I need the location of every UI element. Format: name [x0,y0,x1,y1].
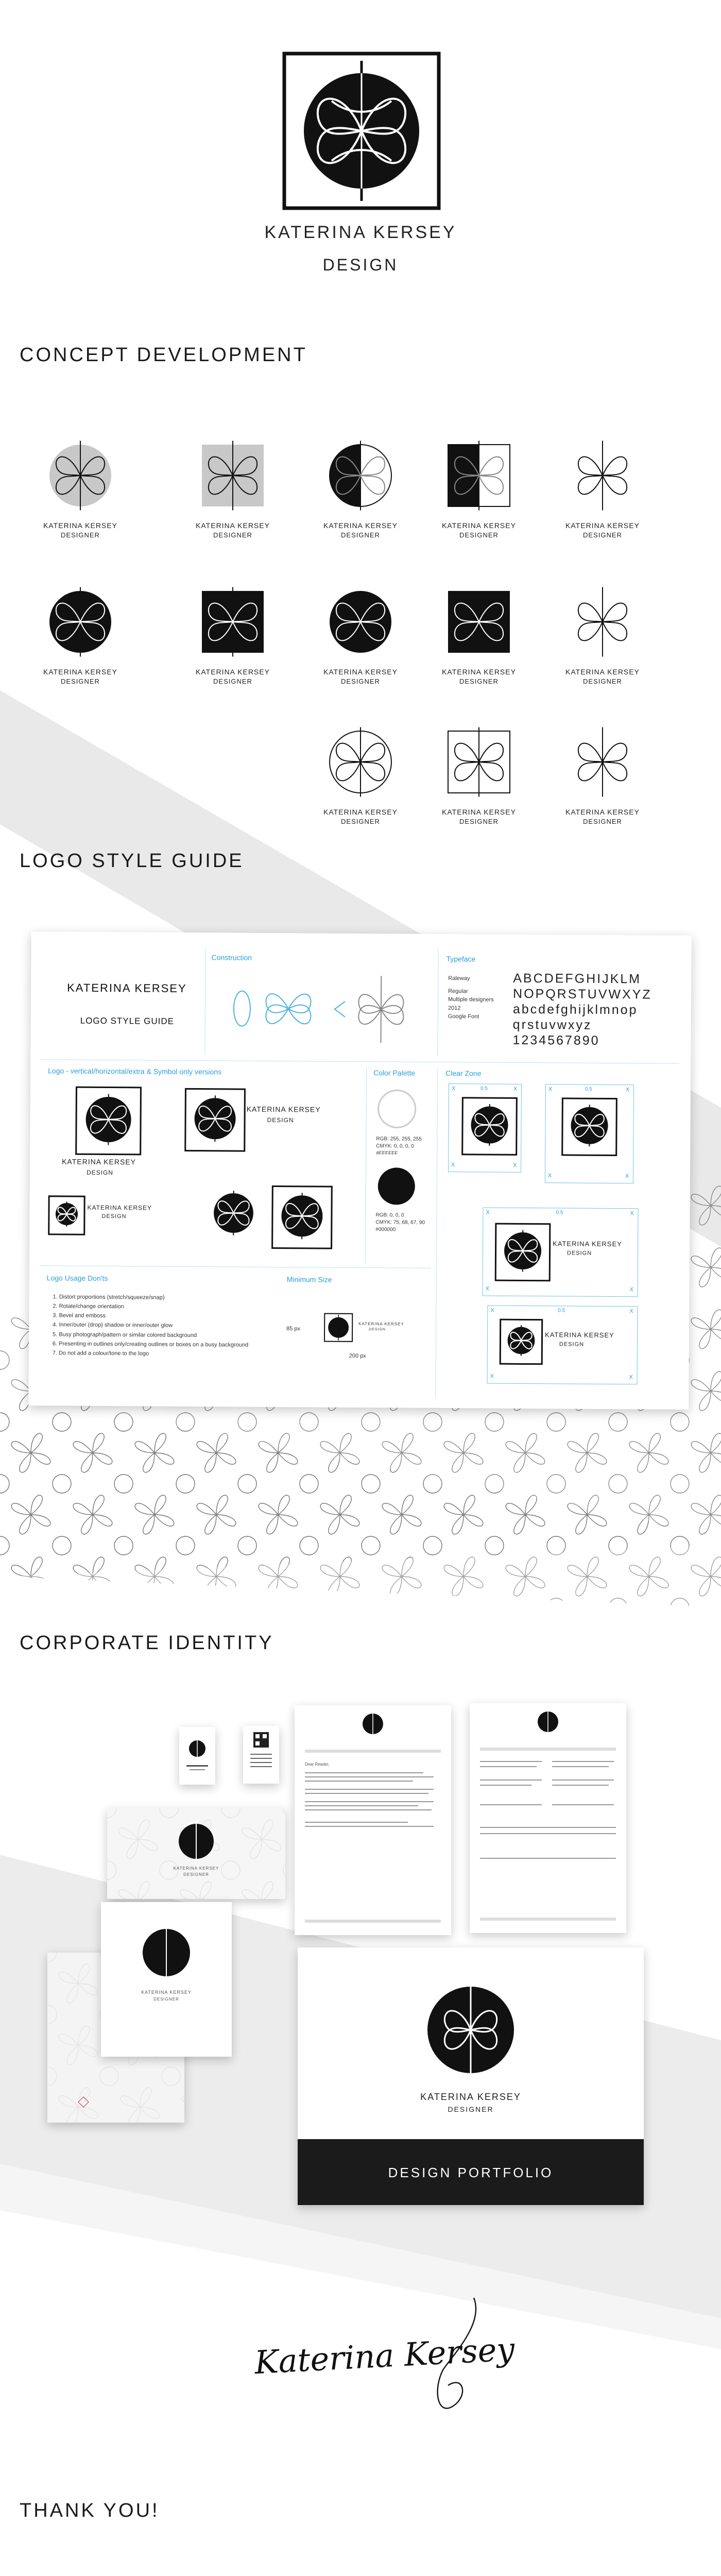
notepad [101,1902,232,2057]
concept-role: DESIGNER [341,818,380,825]
logo-small-icon [48,1195,85,1235]
section-title-corporate: CORPORATE IDENTITY [20,1632,274,1654]
min-size-sub: DESIGN [369,1328,386,1332]
envelope [107,1808,285,1899]
logo-vertical-name: KATERINA KERSEY [62,1157,136,1166]
usage-list [53,1292,249,1359]
clear-zone-name: KATERINA KERSEY [545,1331,614,1340]
typeface-label: Typeface [446,955,476,963]
clear-zone-x: X [630,1210,634,1217]
clear-zone-sub: DESIGN [559,1341,585,1348]
clear-zone-x: X [629,1308,633,1315]
logo-small-sub: DESIGN [101,1213,127,1220]
concept-role: DESIGNER [583,677,622,685]
concept-role: DESIGNER [459,531,499,539]
clear-zone-sub: DESIGN [566,1249,592,1257]
concept-symbol-icon [309,723,412,801]
concept-variant [29,583,132,685]
section-title-thanks: THANK YOU! [20,2500,160,2521]
concept-symbol-icon [309,583,412,660]
color-value: #FFFFFF [376,1150,398,1157]
color-value: CMYK: 0, 0, 0, 0 [376,1143,414,1149]
concept-grid [0,0,721,876]
concept-name: KATERINA KERSEY [43,521,117,530]
alphabet-line: abcdefghijklmnop [512,1002,638,1018]
usage-item: 4. Inner/outer (drop) shadow or inner/outer glow [53,1321,173,1329]
logo-vertical-sub: DESIGN [86,1168,114,1177]
clear-zone-x: X [513,1162,517,1168]
notepad-role: DESIGNER [153,1997,179,2002]
notepad-name: KATERINA KERSEY [141,1990,192,1995]
brand-subtitle: DESIGN [322,256,399,274]
concept-variant [309,723,412,825]
clear-zone-unit: 0.5 [585,1086,592,1092]
font-line: Regular [448,988,468,994]
concept-variant [427,723,530,825]
concept-variant [29,437,132,539]
concept-variant [427,437,530,539]
portfolio-banner: DESIGN PORTFOLIO [388,2165,554,2180]
clear-zone-x: X [451,1162,455,1168]
swatch-black [376,1165,417,1207]
concept-role: DESIGNER [341,531,380,539]
concept-symbol-icon [427,437,530,514]
section-title-logo-style: LOGO STYLE GUIDE [20,850,244,872]
concept-variant [427,583,530,685]
sheet-brand-name: KATERINA KERSEY [67,981,187,995]
concept-name: KATERINA KERSEY [323,668,398,676]
clear-zone-x: X [548,1086,553,1093]
concept-role: DESIGNER [341,677,380,685]
clear-zone-x: X [625,1173,629,1180]
concept-symbol-icon [427,583,530,660]
clear-zone-logo-icon [561,1097,617,1156]
clear-zone-x: X [629,1374,633,1381]
versions-label: Logo - vertical/horizontal/extra & Symbol only versions [48,1066,222,1076]
color-value: CMYK: 75, 68, 67, 90 [375,1219,425,1226]
clear-zone-logo-icon [500,1319,543,1365]
letter-greeting: Dear Reader, [305,1762,330,1767]
clear-zone-label: Clear Zone [445,1069,482,1078]
font-line: 2012 [448,1005,461,1011]
clear-zone-x: X [485,1285,489,1292]
color-white-info [376,1136,422,1158]
concept-role: DESIGNER [583,531,622,539]
concept-name: KATERINA KERSEY [565,668,640,676]
swatch-white [376,1088,417,1129]
logo-horizontal-icon [184,1088,246,1152]
concept-name: KATERINA KERSEY [442,668,516,676]
alphabet-sample [512,971,673,1049]
envelope-name: KATERINA KERSEY [173,1866,219,1871]
resume [470,1703,626,1933]
font-line: Raleway [448,975,470,982]
construction-diagram [226,970,422,1048]
clear-zone-x: X [451,1086,456,1092]
clear-zone-logo-icon [461,1097,518,1156]
concept-symbol-icon [551,437,654,514]
usage-item: 2. Rotate/change orientation [53,1303,124,1310]
concept-variant [181,583,284,685]
concept-name: KATERINA KERSEY [442,808,516,816]
concept-name: KATERINA KERSEY [196,521,270,530]
concept-role: DESIGNER [583,818,622,825]
font-line: Multiple designers [448,996,494,1003]
logo-horizontal-sub: DESIGN [267,1116,294,1124]
min-size-name: KATERINA KERSEY [358,1321,404,1327]
section-title-concept: CONCEPT DEVELOPMENT [20,344,307,366]
alphabet-line: ABCDEFGHIJKLM [513,971,642,987]
logo-horizontal-name: KATERINA KERSEY [246,1105,321,1114]
clear-zone-x: X [629,1286,633,1293]
portfolio-book [298,1947,644,2205]
concept-name: KATERINA KERSEY [565,521,640,530]
clear-zone-x: X [490,1373,494,1380]
concept-role: DESIGNER [459,677,499,685]
concept-symbol-icon [309,437,412,514]
portfolio-name: KATERINA KERSEY [420,2092,521,2102]
clear-zone-x: X [547,1173,552,1179]
color-value: RGB: 255, 255, 255 [376,1136,422,1142]
clear-zone-logo-icon [495,1223,551,1282]
concept-name: KATERINA KERSEY [565,808,640,816]
construction-label: Construction [211,953,252,962]
business-card-front [179,1727,215,1785]
clear-zone-unit: 0.5 [558,1308,565,1314]
concept-symbol-icon [181,437,284,514]
usage-item: 6. Presenting in outlines only/creating outlines or boxes on a busy background [52,1341,249,1348]
usage-item: 5. Busy photograph/pattern or similar colored background [53,1331,197,1338]
symbol-boxed-icon [271,1185,333,1249]
clear-zone-unit: 0.5 [556,1210,563,1216]
concept-role: DESIGNER [213,531,252,539]
concept-variant [309,437,412,539]
concept-role: DESIGNER [213,677,252,685]
symbol-only-icon [209,1188,259,1241]
color-palette-label: Color Palette [373,1069,416,1077]
usage-item: 7. Do not add a colour/tone to the logo [52,1350,149,1357]
alphabet-line: NOPQRSTUVWXYZ [513,986,652,1002]
concept-symbol-icon [29,437,132,514]
color-value: #000000 [375,1227,396,1233]
concept-name: KATERINA KERSEY [43,668,117,676]
style-guide-sheet [28,931,692,1410]
usage-label: Logo Usage Don'ts [46,1274,108,1283]
logo-small-name: KATERINA KERSEY [87,1204,152,1212]
color-value: RGB: 0, 0, 0 [375,1212,404,1218]
concept-name: KATERINA KERSEY [323,521,398,530]
concept-role: DESIGNER [61,531,100,539]
envelope-role: DESIGNER [183,1872,209,1877]
concept-role: DESIGNER [459,818,499,825]
concept-symbol-icon [427,723,530,801]
concept-variant [181,437,284,539]
clear-zone-x: X [486,1209,490,1216]
clear-zone-x: X [490,1307,494,1314]
color-black-info [375,1212,425,1234]
clear-zone-unit: 0.5 [480,1086,488,1092]
sheet-title: LOGO STYLE GUIDE [80,1015,175,1026]
portfolio-role: DESIGNER [448,2105,494,2113]
concept-symbol-icon [551,723,654,801]
concept-name: KATERINA KERSEY [323,808,398,816]
clear-zone-x: X [513,1086,518,1092]
font-info [448,974,494,1021]
logo-vertical-icon [75,1087,142,1156]
concept-symbol-icon [29,583,132,660]
letterhead [295,1705,451,1935]
min-width: 200 px [349,1352,366,1360]
clear-zone-x: X [625,1087,630,1093]
concept-variant [551,437,654,539]
signature-flourish [407,2293,489,2427]
concept-role: DESIGNER [61,677,100,685]
min-height: 85 px [286,1326,301,1332]
concept-symbol-icon [181,583,284,660]
signature: Katerina Kersey [253,2330,516,2382]
concept-name: KATERINA KERSEY [196,668,270,676]
min-size-logo [323,1313,406,1344]
clear-zone-name: KATERINA KERSEY [553,1239,622,1248]
concept-variant [551,723,654,825]
brand-name: KATERINA KERSEY [264,223,457,242]
usage-item: 1. Distort proportions (stretch/squeeze/snap) [53,1294,165,1301]
alphabet-line: qrstuvwxyz [512,1017,592,1032]
usage-item: 3. Bevel and emboss [53,1312,106,1319]
concept-variant [309,583,412,685]
alphabet-line: 1234567890 [512,1032,600,1048]
font-line: Google Font [448,1013,479,1020]
concept-name: KATERINA KERSEY [442,521,516,530]
business-card-back [243,1726,279,1784]
minimum-size-label: Minimum Size [286,1275,332,1284]
concept-variant [551,583,654,685]
concept-symbol-icon [551,583,654,660]
